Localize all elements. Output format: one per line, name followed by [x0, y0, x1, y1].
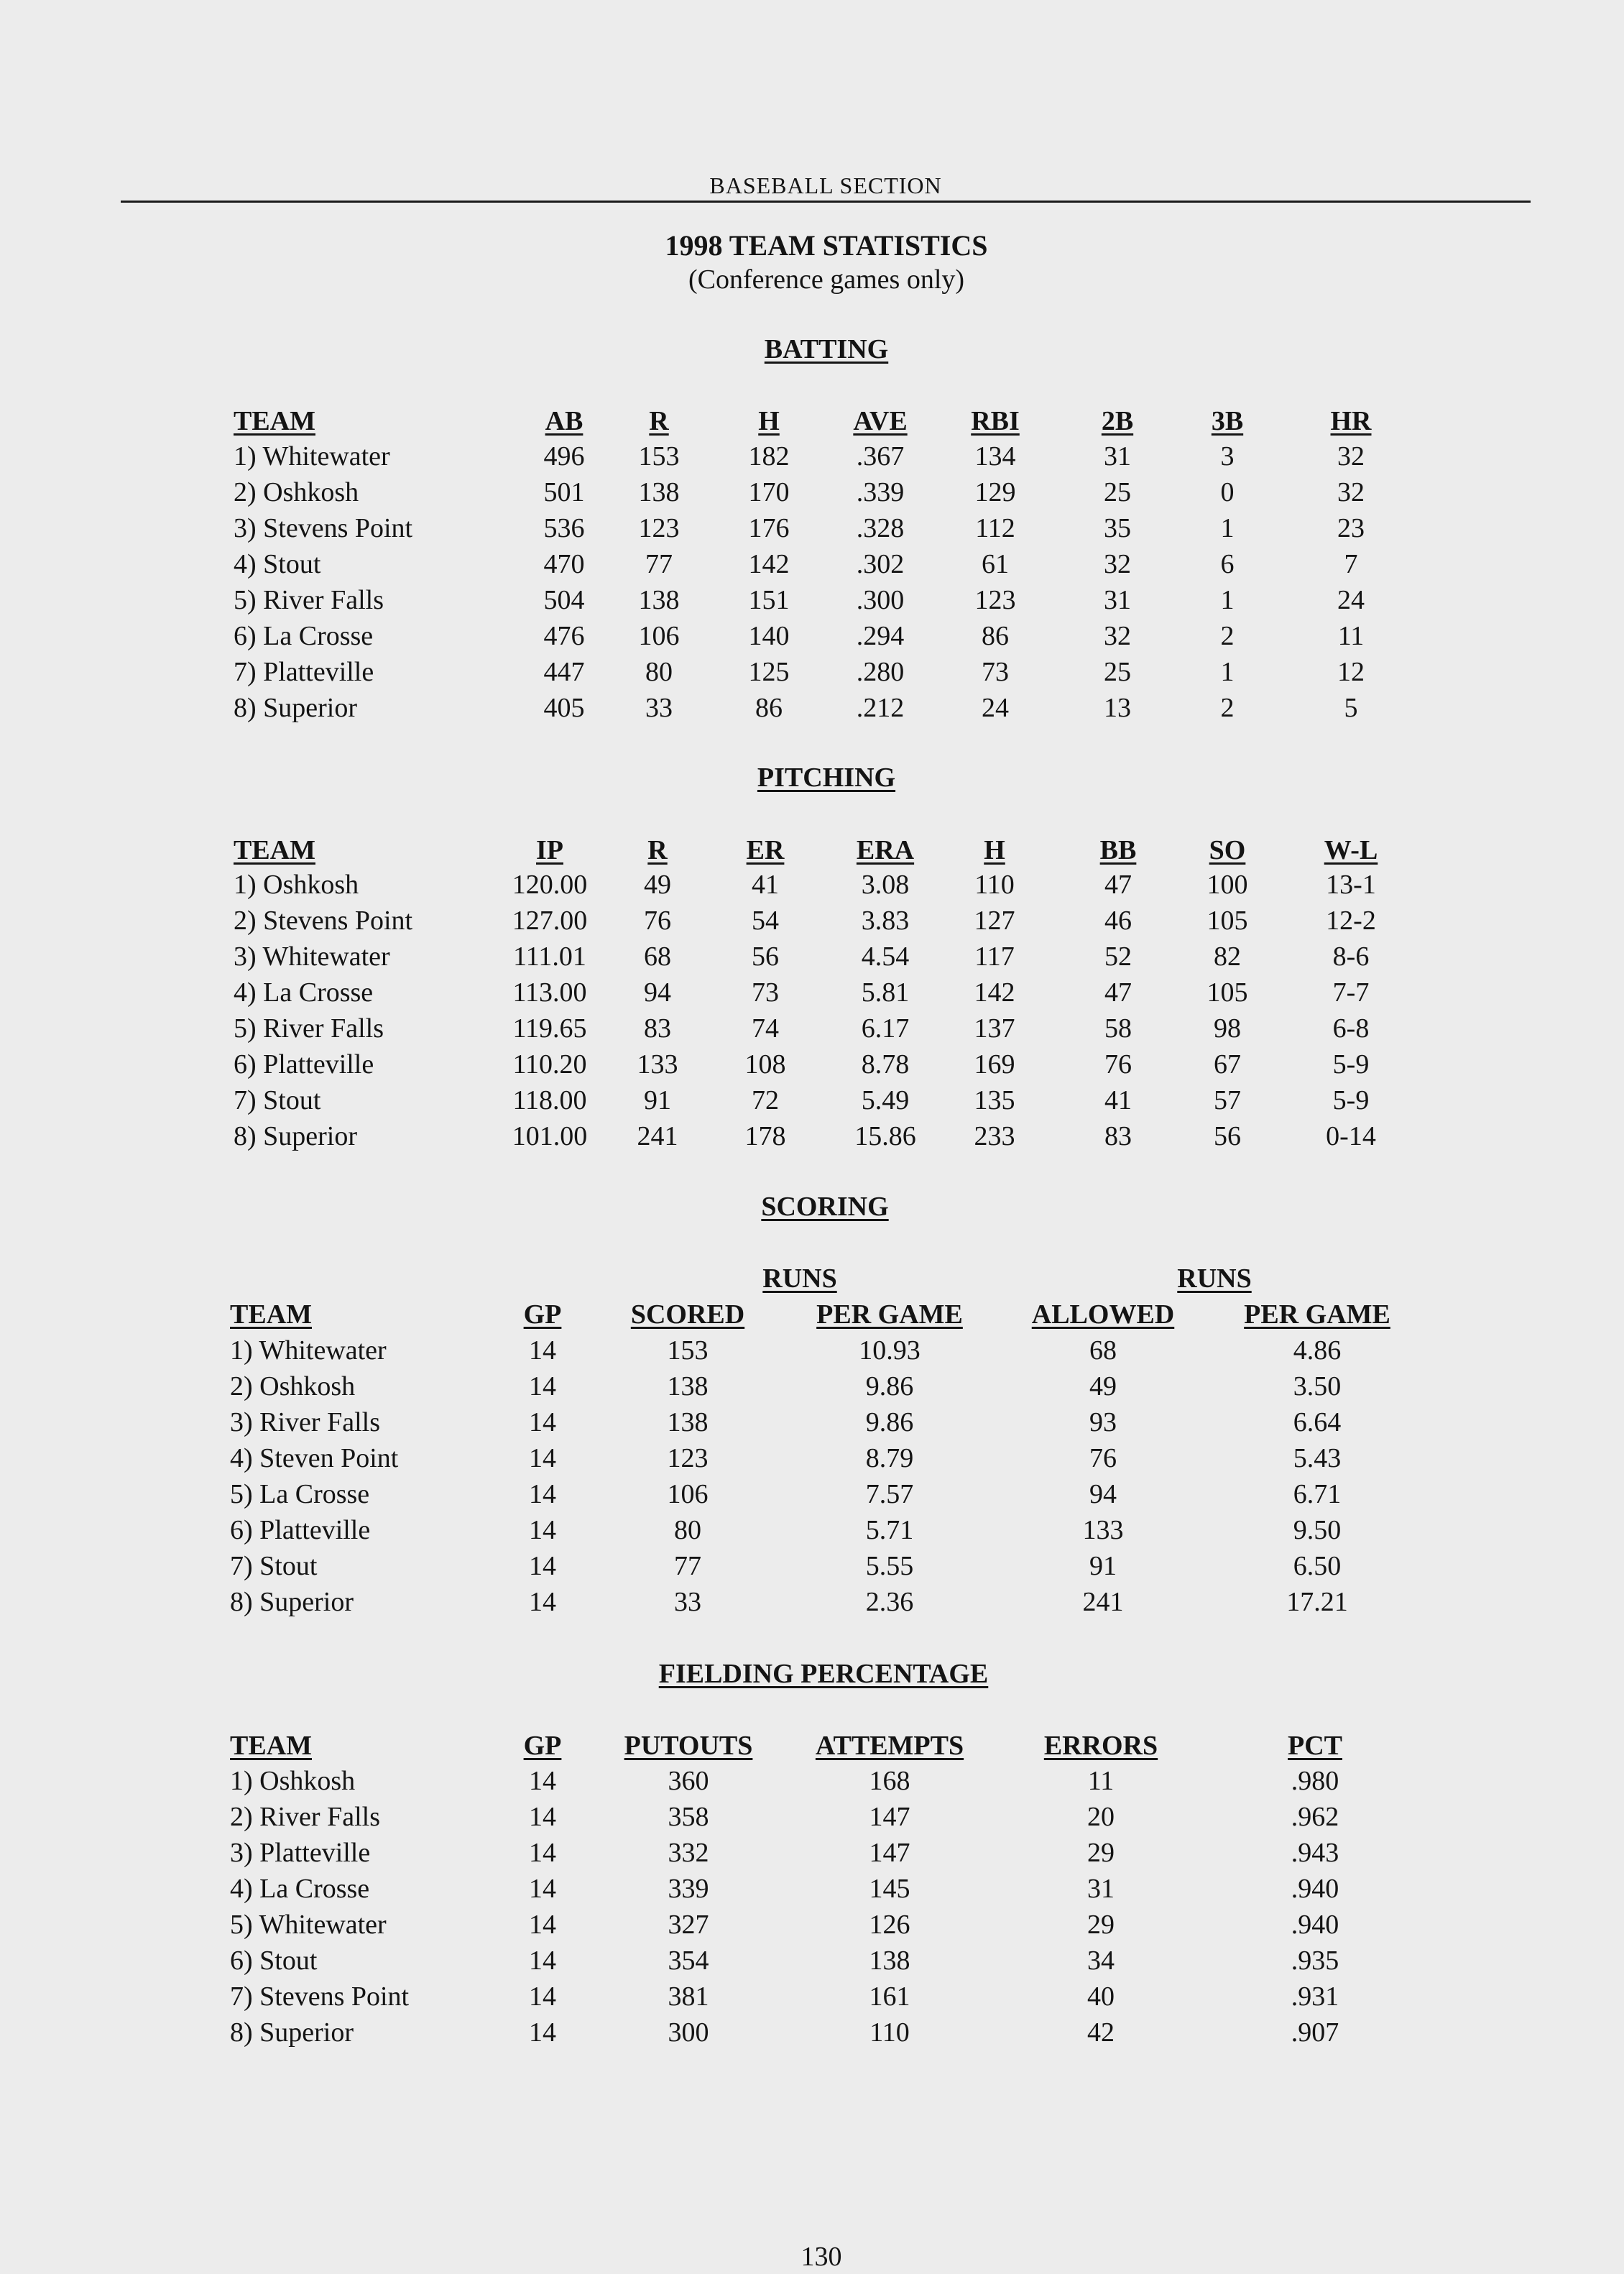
fielding-gp-cell: 14 — [529, 2017, 556, 2048]
pitching-h-cell: 110 — [974, 870, 1015, 900]
batting-3b-cell: 1 — [1220, 513, 1235, 543]
team-name-cell: 2) Oshkosh — [230, 1371, 356, 1401]
scoring-gp-cell: 14 — [529, 1407, 556, 1437]
team-name-cell: 8) Superior — [230, 2017, 354, 2048]
batting-3b-cell: 3 — [1220, 441, 1235, 471]
scoring-header-per-game: PER GAME — [1244, 1299, 1390, 1330]
batting-ab-cell: 496 — [543, 441, 585, 471]
pitching-header-team: TEAM — [234, 835, 315, 865]
pitching-era-cell: 8.78 — [861, 1049, 910, 1080]
page-number: 130 — [801, 2242, 842, 2272]
team-name-cell: 6) Platteville — [234, 1049, 374, 1080]
scoring-header-allowed: ALLOWED — [1031, 1299, 1175, 1330]
pitching-h-cell: 135 — [974, 1085, 1015, 1115]
scoring-runs-allowed-label: RUNS — [1177, 1263, 1252, 1294]
scoring-heading: SCORING — [761, 1192, 889, 1222]
fielding-pct-cell: .907 — [1291, 2017, 1339, 2048]
batting-rbi-cell: 123 — [974, 585, 1016, 615]
team-name-cell: 4) Steven Point — [230, 1443, 399, 1473]
pitching-bb-cell: 47 — [1104, 870, 1132, 900]
team-name-cell: 7) Stevens Point — [230, 1981, 410, 2012]
team-name-cell: 2) River Falls — [230, 1802, 380, 1832]
pitching-ip-cell: 110.20 — [512, 1049, 587, 1080]
batting-hr-cell: 12 — [1337, 657, 1365, 687]
pitching-ip-cell: 111.01 — [513, 942, 586, 972]
pitching-header-ip: IP — [536, 835, 563, 865]
fielding-putouts-cell: 354 — [668, 1946, 709, 1976]
batting-rbi-cell: 73 — [982, 657, 1009, 687]
fielding-pct-cell: .940 — [1291, 1910, 1339, 1940]
pitching-era-cell: 15.86 — [854, 1121, 916, 1151]
fielding-header-pct: PCT — [1288, 1731, 1342, 1761]
batting-ab-cell: 536 — [543, 513, 585, 543]
fielding-putouts-cell: 358 — [668, 1802, 709, 1832]
scoring-per-game-cell: 3.50 — [1293, 1371, 1342, 1401]
fielding-gp-cell: 14 — [529, 1981, 556, 2012]
scoring-gp-cell: 14 — [529, 1371, 556, 1401]
team-name-cell: 4) La Crosse — [230, 1874, 370, 1904]
team-name-cell: 6) Platteville — [230, 1515, 371, 1545]
batting-h-cell: 182 — [748, 441, 790, 471]
fielding-attempts-cell: 147 — [869, 1802, 910, 1832]
batting-ave-cell: .300 — [856, 585, 905, 615]
fielding-pct-cell: .940 — [1291, 1874, 1339, 1904]
pitching-w-l-cell: 0-14 — [1326, 1121, 1376, 1151]
scoring-gp-cell: 14 — [529, 1551, 556, 1581]
batting-ave-cell: .294 — [856, 621, 905, 651]
scoring-per-game-cell: 7.57 — [865, 1479, 914, 1509]
pitching-er-cell: 74 — [752, 1013, 779, 1044]
fielding-attempts-cell: 168 — [869, 1766, 910, 1796]
batting-2b-cell: 31 — [1104, 585, 1131, 615]
team-name-cell: 5) Whitewater — [230, 1910, 387, 1940]
pitching-header-h: H — [984, 835, 1005, 865]
fielding-attempts-cell: 147 — [869, 1838, 910, 1868]
fielding-attempts-cell: 126 — [869, 1910, 910, 1940]
scoring-per-game-cell: 5.55 — [865, 1551, 914, 1581]
fielding-attempts-cell: 110 — [869, 2017, 910, 2048]
team-name-cell: 1) Whitewater — [230, 1335, 387, 1366]
scoring-per-game-cell: 4.86 — [1293, 1335, 1342, 1366]
pitching-er-cell: 72 — [752, 1085, 779, 1115]
team-name-cell: 8) Superior — [230, 1587, 354, 1617]
pitching-bb-cell: 52 — [1104, 942, 1132, 972]
scoring-scored-cell: 80 — [674, 1515, 701, 1545]
batting-h-cell: 140 — [748, 621, 790, 651]
fielding-gp-cell: 14 — [529, 1946, 556, 1976]
pitching-er-cell: 56 — [752, 942, 779, 972]
batting-h-cell: 170 — [748, 477, 790, 507]
page-subtitle: (Conference games only) — [688, 264, 965, 295]
pitching-bb-cell: 46 — [1104, 906, 1132, 936]
pitching-so-cell: 67 — [1214, 1049, 1241, 1080]
batting-h-cell: 151 — [748, 585, 790, 615]
scoring-runs-scored-label: RUNS — [762, 1263, 837, 1294]
pitching-so-cell: 56 — [1214, 1121, 1241, 1151]
batting-rbi-cell: 134 — [974, 441, 1016, 471]
fielding-pct-cell: .935 — [1291, 1946, 1339, 1976]
pitching-w-l-cell: 5-9 — [1332, 1085, 1370, 1115]
scoring-scored-cell: 33 — [674, 1587, 701, 1617]
fielding-putouts-cell: 300 — [668, 2017, 709, 2048]
pitching-so-cell: 105 — [1207, 977, 1248, 1008]
pitching-ip-cell: 101.00 — [512, 1121, 588, 1151]
team-name-cell: 2) Oshkosh — [234, 477, 359, 507]
running-head: BASEBALL SECTION — [121, 170, 1531, 203]
batting-h-cell: 176 — [748, 513, 790, 543]
batting-header-2b: 2B — [1101, 406, 1134, 436]
pitching-h-cell: 127 — [974, 906, 1015, 936]
batting-rbi-cell: 24 — [982, 693, 1009, 723]
fielding-pct-cell: .931 — [1291, 1981, 1339, 2012]
pitching-ip-cell: 127.00 — [512, 906, 588, 936]
fielding-attempts-cell: 138 — [869, 1946, 910, 1976]
team-name-cell: 3) River Falls — [230, 1407, 380, 1437]
scoring-per-game-cell: 9.50 — [1293, 1515, 1342, 1545]
pitching-bb-cell: 76 — [1104, 1049, 1132, 1080]
fielding-header-team: TEAM — [230, 1731, 312, 1761]
team-name-cell: 5) River Falls — [234, 1013, 384, 1044]
pitching-header-bb: BB — [1099, 835, 1137, 865]
pitching-heading: PITCHING — [757, 763, 896, 793]
team-name-cell: 5) River Falls — [234, 585, 384, 615]
batting-rbi-cell: 86 — [982, 621, 1009, 651]
pitching-er-cell: 54 — [752, 906, 779, 936]
scoring-scored-cell: 106 — [667, 1479, 709, 1509]
batting-heading: BATTING — [764, 334, 889, 364]
fielding-errors-cell: 29 — [1087, 1910, 1115, 1940]
pitching-r-cell: 91 — [644, 1085, 671, 1115]
team-name-cell: 1) Oshkosh — [234, 870, 359, 900]
batting-header-h: H — [758, 406, 780, 436]
batting-3b-cell: 2 — [1220, 693, 1235, 723]
fielding-attempts-cell: 145 — [869, 1874, 910, 1904]
pitching-ip-cell: 118.00 — [512, 1085, 587, 1115]
fielding-gp-cell: 14 — [529, 1766, 556, 1796]
fielding-pct-cell: .962 — [1291, 1802, 1339, 1832]
fielding-errors-cell: 11 — [1087, 1766, 1115, 1796]
fielding-putouts-cell: 360 — [668, 1766, 709, 1796]
fielding-gp-cell: 14 — [529, 1802, 556, 1832]
pitching-r-cell: 241 — [637, 1121, 678, 1151]
batting-2b-cell: 35 — [1104, 513, 1131, 543]
pitching-w-l-cell: 8-6 — [1332, 942, 1370, 972]
batting-rbi-cell: 129 — [974, 477, 1016, 507]
fielding-errors-cell: 34 — [1087, 1946, 1115, 1976]
scoring-per-game-cell: 9.86 — [865, 1371, 914, 1401]
batting-h-cell: 125 — [748, 657, 790, 687]
team-name-cell: 7) Platteville — [234, 657, 374, 687]
pitching-w-l-cell: 6-8 — [1332, 1013, 1370, 1044]
scoring-allowed-cell: 93 — [1089, 1407, 1117, 1437]
batting-hr-cell: 7 — [1344, 549, 1358, 579]
fielding-putouts-cell: 381 — [668, 1981, 709, 2012]
scoring-allowed-cell: 241 — [1082, 1587, 1124, 1617]
pitching-w-l-cell: 7-7 — [1332, 977, 1370, 1008]
fielding-heading: FIELDING PERCENTAGE — [658, 1659, 989, 1689]
pitching-header-w-l: W-L — [1324, 835, 1378, 865]
scoring-allowed-cell: 49 — [1089, 1371, 1117, 1401]
pitching-bb-cell: 83 — [1104, 1121, 1132, 1151]
team-name-cell: 6) Stout — [230, 1946, 318, 1976]
fielding-pct-cell: .943 — [1291, 1838, 1339, 1868]
team-name-cell: 4) Stout — [234, 549, 321, 579]
pitching-er-cell: 73 — [752, 977, 779, 1008]
batting-h-cell: 86 — [755, 693, 783, 723]
batting-header-hr: HR — [1330, 406, 1372, 436]
batting-2b-cell: 32 — [1104, 549, 1131, 579]
pitching-header-era: ERA — [856, 835, 915, 865]
batting-3b-cell: 1 — [1220, 657, 1235, 687]
scoring-per-game-cell: 10.93 — [859, 1335, 921, 1366]
scoring-gp-cell: 14 — [529, 1443, 556, 1473]
batting-header-team: TEAM — [234, 406, 315, 436]
pitching-era-cell: 5.81 — [861, 977, 910, 1008]
team-name-cell: 3) Whitewater — [234, 942, 390, 972]
pitching-r-cell: 83 — [644, 1013, 671, 1044]
scoring-header-per-game: PER GAME — [816, 1299, 963, 1330]
scoring-per-game-cell: 5.71 — [865, 1515, 914, 1545]
scoring-gp-cell: 14 — [529, 1335, 556, 1366]
fielding-attempts-cell: 161 — [869, 1981, 910, 2012]
pitching-so-cell: 105 — [1207, 906, 1248, 936]
pitching-ip-cell: 120.00 — [512, 870, 588, 900]
pitching-header-r: R — [647, 835, 668, 865]
batting-ab-cell: 504 — [543, 585, 585, 615]
scoring-scored-cell: 138 — [667, 1371, 709, 1401]
scoring-scored-cell: 77 — [674, 1551, 701, 1581]
batting-ab-cell: 447 — [543, 657, 585, 687]
pitching-bb-cell: 58 — [1104, 1013, 1132, 1044]
batting-r-cell: 123 — [638, 513, 680, 543]
pitching-h-cell: 137 — [974, 1013, 1015, 1044]
batting-rbi-cell: 112 — [975, 513, 1015, 543]
pitching-header-so: SO — [1209, 835, 1246, 865]
team-name-cell: 3) Stevens Point — [234, 513, 413, 543]
pitching-r-cell: 94 — [644, 977, 671, 1008]
fielding-header-putouts: PUTOUTS — [624, 1731, 753, 1761]
pitching-er-cell: 178 — [744, 1121, 786, 1151]
scoring-per-game-cell: 6.50 — [1293, 1551, 1342, 1581]
pitching-r-cell: 68 — [644, 942, 671, 972]
fielding-errors-cell: 20 — [1087, 1802, 1115, 1832]
batting-ave-cell: .328 — [856, 513, 905, 543]
page-title: 1998 TEAM STATISTICS — [665, 229, 988, 262]
batting-header-ave: AVE — [853, 406, 908, 436]
batting-2b-cell: 25 — [1104, 657, 1131, 687]
team-name-cell: 4) La Crosse — [234, 977, 374, 1008]
scoring-per-game-cell: 17.21 — [1286, 1587, 1348, 1617]
batting-hr-cell: 32 — [1337, 477, 1365, 507]
batting-ab-cell: 470 — [543, 549, 585, 579]
batting-header-r: R — [649, 406, 669, 436]
batting-r-cell: 138 — [638, 477, 680, 507]
team-name-cell: 2) Stevens Point — [234, 906, 413, 936]
pitching-era-cell: 3.83 — [861, 906, 910, 936]
pitching-er-cell: 108 — [744, 1049, 786, 1080]
scoring-allowed-cell: 91 — [1089, 1551, 1117, 1581]
scoring-per-game-cell: 8.79 — [865, 1443, 914, 1473]
scoring-allowed-cell: 76 — [1089, 1443, 1117, 1473]
scoring-header-scored: SCORED — [630, 1299, 745, 1330]
team-name-cell: 7) Stout — [230, 1551, 318, 1581]
pitching-w-l-cell: 12-2 — [1326, 906, 1376, 936]
fielding-gp-cell: 14 — [529, 1838, 556, 1868]
batting-header-rbi: RBI — [971, 406, 1020, 436]
pitching-h-cell: 117 — [974, 942, 1015, 972]
team-name-cell: 1) Oshkosh — [230, 1766, 356, 1796]
fielding-header-errors: ERRORS — [1043, 1731, 1158, 1761]
fielding-putouts-cell: 339 — [668, 1874, 709, 1904]
batting-2b-cell: 25 — [1104, 477, 1131, 507]
scoring-scored-cell: 138 — [667, 1407, 709, 1437]
batting-2b-cell: 32 — [1104, 621, 1131, 651]
scoring-header-team: TEAM — [230, 1299, 312, 1330]
batting-ab-cell: 476 — [543, 621, 585, 651]
fielding-header-attempts: ATTEMPTS — [815, 1731, 964, 1761]
batting-3b-cell: 2 — [1220, 621, 1235, 651]
batting-ave-cell: .280 — [856, 657, 905, 687]
pitching-ip-cell: 113.00 — [512, 977, 587, 1008]
scoring-per-game-cell: 6.71 — [1293, 1479, 1342, 1509]
batting-3b-cell: 6 — [1220, 549, 1235, 579]
pitching-header-er: ER — [746, 835, 785, 865]
scoring-per-game-cell: 5.43 — [1293, 1443, 1342, 1473]
pitching-era-cell: 6.17 — [861, 1013, 910, 1044]
pitching-so-cell: 100 — [1207, 870, 1248, 900]
scoring-scored-cell: 153 — [667, 1335, 709, 1366]
fielding-errors-cell: 42 — [1087, 2017, 1115, 2048]
pitching-w-l-cell: 13-1 — [1326, 870, 1376, 900]
batting-hr-cell: 5 — [1344, 693, 1358, 723]
fielding-putouts-cell: 327 — [668, 1910, 709, 1940]
batting-r-cell: 33 — [645, 693, 673, 723]
scoring-per-game-cell: 2.36 — [865, 1587, 914, 1617]
pitching-ip-cell: 119.65 — [512, 1013, 587, 1044]
batting-2b-cell: 13 — [1104, 693, 1131, 723]
batting-ab-cell: 405 — [543, 693, 585, 723]
pitching-h-cell: 142 — [974, 977, 1015, 1008]
pitching-so-cell: 98 — [1214, 1013, 1241, 1044]
team-name-cell: 3) Platteville — [230, 1838, 371, 1868]
batting-r-cell: 77 — [645, 549, 673, 579]
scoring-allowed-cell: 94 — [1089, 1479, 1117, 1509]
team-name-cell: 6) La Crosse — [234, 621, 374, 651]
fielding-putouts-cell: 332 — [668, 1838, 709, 1868]
scoring-allowed-cell: 68 — [1089, 1335, 1117, 1366]
batting-ave-cell: .302 — [856, 549, 905, 579]
batting-3b-cell: 0 — [1220, 477, 1235, 507]
batting-hr-cell: 23 — [1337, 513, 1365, 543]
batting-r-cell: 138 — [638, 585, 680, 615]
pitching-er-cell: 41 — [752, 870, 779, 900]
team-name-cell: 8) Superior — [234, 693, 358, 723]
team-name-cell: 1) Whitewater — [234, 441, 390, 471]
pitching-w-l-cell: 5-9 — [1332, 1049, 1370, 1080]
fielding-errors-cell: 31 — [1087, 1874, 1115, 1904]
pitching-era-cell: 5.49 — [861, 1085, 910, 1115]
fielding-gp-cell: 14 — [529, 1910, 556, 1940]
batting-header-ab: AB — [545, 406, 583, 436]
pitching-bb-cell: 41 — [1104, 1085, 1132, 1115]
batting-ave-cell: .339 — [856, 477, 905, 507]
team-name-cell: 8) Superior — [234, 1121, 358, 1151]
scoring-gp-cell: 14 — [529, 1479, 556, 1509]
batting-hr-cell: 11 — [1337, 621, 1365, 651]
pitching-r-cell: 49 — [644, 870, 671, 900]
fielding-errors-cell: 40 — [1087, 1981, 1115, 2012]
pitching-era-cell: 4.54 — [861, 942, 910, 972]
scoring-scored-cell: 123 — [667, 1443, 709, 1473]
fielding-pct-cell: .980 — [1291, 1766, 1339, 1796]
fielding-errors-cell: 29 — [1087, 1838, 1115, 1868]
team-name-cell: 5) La Crosse — [230, 1479, 370, 1509]
batting-r-cell: 153 — [638, 441, 680, 471]
scoring-gp-cell: 14 — [529, 1587, 556, 1617]
batting-h-cell: 142 — [748, 549, 790, 579]
batting-r-cell: 106 — [638, 621, 680, 651]
team-name-cell: 7) Stout — [234, 1085, 321, 1115]
batting-ab-cell: 501 — [543, 477, 585, 507]
scoring-gp-cell: 14 — [529, 1515, 556, 1545]
pitching-era-cell: 3.08 — [861, 870, 910, 900]
pitching-h-cell: 169 — [974, 1049, 1015, 1080]
batting-ave-cell: .367 — [856, 441, 905, 471]
pitching-bb-cell: 47 — [1104, 977, 1132, 1008]
batting-rbi-cell: 61 — [982, 549, 1009, 579]
scoring-header-gp: GP — [523, 1299, 562, 1330]
fielding-header-gp: GP — [523, 1731, 562, 1761]
pitching-h-cell: 233 — [974, 1121, 1015, 1151]
batting-ave-cell: .212 — [856, 693, 905, 723]
pitching-so-cell: 57 — [1214, 1085, 1241, 1115]
scoring-allowed-cell: 133 — [1082, 1515, 1124, 1545]
batting-3b-cell: 1 — [1220, 585, 1235, 615]
pitching-r-cell: 76 — [644, 906, 671, 936]
batting-2b-cell: 31 — [1104, 441, 1131, 471]
scoring-per-game-cell: 9.86 — [865, 1407, 914, 1437]
batting-r-cell: 80 — [645, 657, 673, 687]
batting-hr-cell: 24 — [1337, 585, 1365, 615]
pitching-r-cell: 133 — [637, 1049, 678, 1080]
batting-header-3b: 3B — [1211, 406, 1244, 436]
scoring-per-game-cell: 6.64 — [1293, 1407, 1342, 1437]
fielding-gp-cell: 14 — [529, 1874, 556, 1904]
pitching-so-cell: 82 — [1214, 942, 1241, 972]
batting-hr-cell: 32 — [1337, 441, 1365, 471]
